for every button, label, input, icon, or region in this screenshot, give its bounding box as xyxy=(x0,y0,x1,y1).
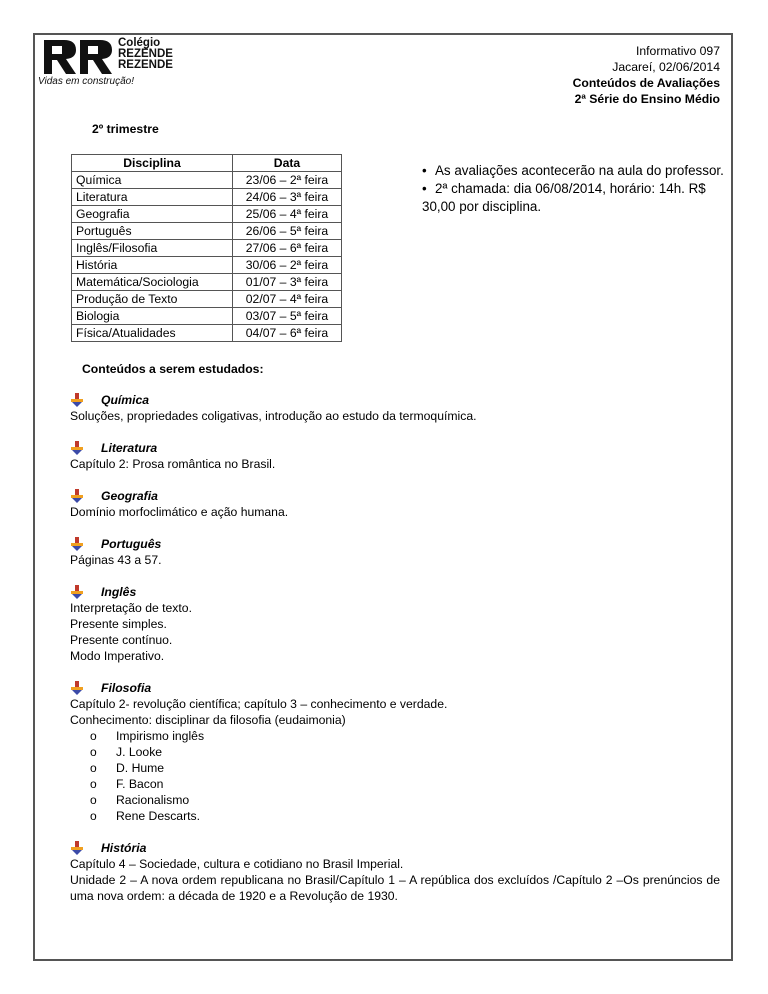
date-cell: 25/06 – 4ª feira xyxy=(233,206,342,223)
discipline-cell: Inglês/Filosofia xyxy=(72,240,233,257)
filosofia-topics xyxy=(70,728,720,824)
discipline-cell: Física/Atualidades xyxy=(72,325,233,342)
discipline-cell: Química xyxy=(72,172,233,189)
contents-title: Conteúdos a serem estudados: xyxy=(82,362,264,376)
bullet-icon: • xyxy=(422,163,427,178)
discipline-cell: Literatura xyxy=(72,189,233,206)
school-logo xyxy=(38,38,178,92)
date-cell: 04/07 – 6ª feira xyxy=(233,325,342,342)
table-row xyxy=(72,240,342,257)
bulletin-number: Informativo 097 xyxy=(635,44,720,58)
logo-brand: Colégio REZENDE REZENDE xyxy=(118,37,173,71)
table-header-row xyxy=(72,155,342,172)
column-header-discipline: Disciplina xyxy=(72,155,233,172)
rr-logo-mark xyxy=(42,38,118,76)
table-row xyxy=(72,206,342,223)
bullet-icon: • xyxy=(422,181,427,196)
column-header-date: Data xyxy=(233,155,342,172)
date-cell: 26/06 – 5ª feira xyxy=(233,223,342,240)
date-cell: 01/07 – 3ª feira xyxy=(233,274,342,291)
grade-level: 2ª Série do Ensino Médio xyxy=(574,92,720,106)
arrow-down-icon xyxy=(70,841,84,855)
arrow-down-icon xyxy=(70,681,84,695)
list-item: o Rene Descarts. xyxy=(90,808,720,824)
subject-filosofia: Filosofia Capítulo 2- revolução científica; capítulo 3 – conhecimento e verdade. Conhecimento: disciplinar da filosofia (eudaimonia) o Impirismo inglês o J. Looke o D. Hume o F. Bacon o Racionalismo o Rene Descarts. xyxy=(70,680,720,824)
subject-literatura: Literatura Capítulo 2: Prosa romântica no Brasil. xyxy=(70,441,276,471)
subject-quimica: Química Soluções, propriedades coligativas, introdução ao estudo da termoquímica. xyxy=(70,393,477,423)
discipline-cell: Biologia xyxy=(72,308,233,325)
exam-notes xyxy=(422,162,732,216)
list-item: o D. Hume xyxy=(90,760,720,776)
date-cell: 30/06 – 2ª feira xyxy=(233,257,342,274)
subject-ingles: Inglês Interpretação de texto. Presente simples. Presente contínuo. Modo Imperativo. xyxy=(70,585,192,663)
table-row xyxy=(72,274,342,291)
document-title: Conteúdos de Avaliações xyxy=(572,76,720,90)
date-cell: 02/07 – 4ª feira xyxy=(233,291,342,308)
arrow-down-icon xyxy=(70,537,84,551)
note-item: • As avaliações acontecerão na aula do professor. xyxy=(422,163,724,178)
place-date: Jacareí, 02/06/2014 xyxy=(612,60,720,74)
exam-schedule-table xyxy=(71,154,342,342)
discipline-cell: Geografia xyxy=(72,206,233,223)
table-row xyxy=(72,172,342,189)
arrow-down-icon xyxy=(70,393,84,407)
table-row xyxy=(72,223,342,240)
arrow-down-icon xyxy=(70,585,84,599)
arrow-down-icon xyxy=(70,489,84,503)
logo-slogan: Vidas em construção! xyxy=(38,76,134,87)
subject-portugues: Português Páginas 43 a 57. xyxy=(70,537,162,567)
discipline-cell: Português xyxy=(72,223,233,240)
document-header xyxy=(573,43,720,107)
discipline-cell: Produção de Texto xyxy=(72,291,233,308)
table-row xyxy=(72,257,342,274)
list-item: o J. Looke xyxy=(90,744,720,760)
subjects-list xyxy=(70,392,720,920)
date-cell: 23/06 – 2ª feira xyxy=(233,172,342,189)
date-cell: 27/06 – 6ª feira xyxy=(233,240,342,257)
list-item: o F. Bacon xyxy=(90,776,720,792)
note-item: • 2ª chamada: dia 06/08/2014, horário: 14h. R$ 30,00 por disciplina. xyxy=(422,181,706,214)
subject-geografia: Geografia Domínio morfoclimático e ação humana. xyxy=(70,489,289,519)
table-row xyxy=(72,308,342,325)
table-row xyxy=(72,325,342,342)
list-item: o Racionalismo xyxy=(90,792,720,808)
arrow-down-icon xyxy=(70,441,84,455)
trimester-title: 2º trimestre xyxy=(92,122,159,136)
discipline-cell: História xyxy=(72,257,233,274)
table-row xyxy=(72,291,342,308)
list-item: o Impirismo inglês xyxy=(90,728,720,744)
date-cell: 03/07 – 5ª feira xyxy=(233,308,342,325)
table-row xyxy=(72,189,342,206)
date-cell: 24/06 – 3ª feira xyxy=(233,189,342,206)
discipline-cell: Matemática/Sociologia xyxy=(72,274,233,291)
subject-historia: História Capítulo 4 – Sociedade, cultura e cotidiano no Brasil Imperial. Unidade 2 – A nova ordem republicana no Brasil/Capítulo 1 – A república dos excluídos /Capítulo 2 –Os prenúncios de uma nova ordem: a década de 1920 e a Revolução de 1930. xyxy=(70,841,720,903)
